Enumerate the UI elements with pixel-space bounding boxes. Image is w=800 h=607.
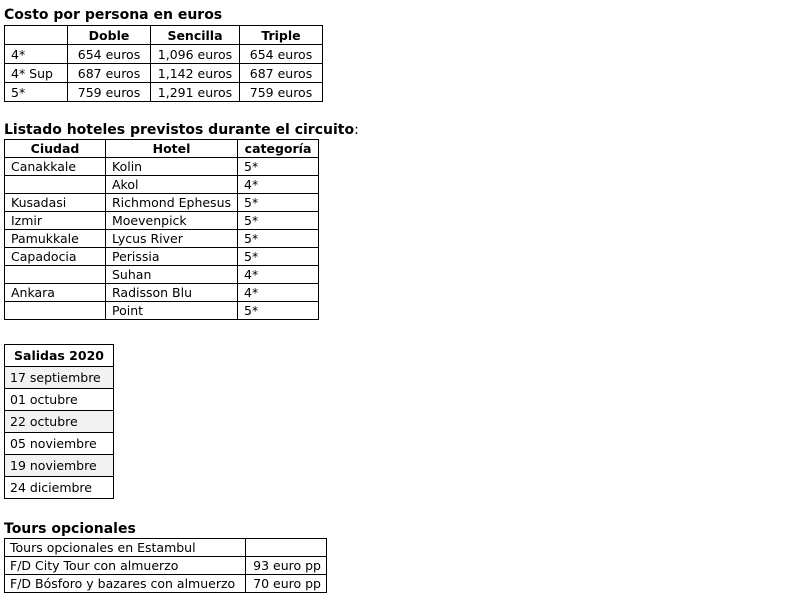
cost-category: 4* <box>5 45 68 64</box>
hotel-name: Lycus River <box>106 230 238 248</box>
departures-section <box>4 344 114 499</box>
cost-cell: 1,096 euros <box>151 45 240 64</box>
hotel-row <box>5 266 319 284</box>
departure-date: 24 diciembre <box>5 477 114 499</box>
tour-price <box>246 539 327 557</box>
cost-title: Costo por persona en euros <box>4 7 223 23</box>
cost-table <box>4 25 323 102</box>
departures-header: Salidas 2020 <box>5 345 114 367</box>
hotel-row <box>5 194 319 212</box>
hotel-city: Pamukkale <box>5 230 106 248</box>
hotel-city: Capadocia <box>5 248 106 266</box>
cost-category: 5* <box>5 83 68 102</box>
hotels-header-row <box>5 140 319 158</box>
departure-row <box>5 411 114 433</box>
hotel-name: Kolin <box>106 158 238 176</box>
hotels-header-cell: categoría <box>238 140 319 158</box>
departure-date: 19 noviembre <box>5 455 114 477</box>
hotel-city <box>5 176 106 194</box>
hotels-section <box>4 121 359 320</box>
cost-cell: 759 euros <box>240 83 323 102</box>
hotel-city <box>5 302 106 320</box>
departure-row <box>5 367 114 389</box>
hotel-row <box>5 230 319 248</box>
hotel-row <box>5 212 319 230</box>
hotel-city: Ankara <box>5 284 106 302</box>
tour-row <box>5 539 327 557</box>
departures-header-row <box>5 345 114 367</box>
hotel-city: Canakkale <box>5 158 106 176</box>
cost-cell: 1,142 euros <box>151 64 240 83</box>
hotel-category: 5* <box>238 302 319 320</box>
cost-section <box>4 6 323 102</box>
hotel-city <box>5 266 106 284</box>
departures-table <box>4 344 114 499</box>
tour-row <box>5 575 327 593</box>
hotel-row <box>5 248 319 266</box>
cost-cell: 1,291 euros <box>151 83 240 102</box>
hotel-name: Richmond Ephesus <box>106 194 238 212</box>
departure-date: 01 octubre <box>5 389 114 411</box>
cost-header-cell: Sencilla <box>151 26 240 45</box>
cost-header-cell <box>5 26 68 45</box>
hotels-header-cell: Ciudad <box>5 140 106 158</box>
hotel-city: Izmir <box>5 212 106 230</box>
hotel-category: 5* <box>238 212 319 230</box>
hotel-city: Kusadasi <box>5 194 106 212</box>
hotel-name: Perissia <box>106 248 238 266</box>
cost-header-row <box>5 26 323 45</box>
hotels-table <box>4 139 319 320</box>
hotel-name: Radisson Blu <box>106 284 238 302</box>
tour-name: F/D Bósforo y bazares con almuerzo <box>5 575 246 593</box>
cost-header-cell: Doble <box>68 26 151 45</box>
hotel-row <box>5 158 319 176</box>
hotel-name: Point <box>106 302 238 320</box>
tours-table <box>4 538 327 593</box>
hotels-title <box>4 121 359 139</box>
departure-row <box>5 389 114 411</box>
hotel-category: 4* <box>238 176 319 194</box>
hotel-row <box>5 302 319 320</box>
hotel-row <box>5 284 319 302</box>
departure-date: 17 septiembre <box>5 367 114 389</box>
hotels-header-cell: Hotel <box>106 140 238 158</box>
cost-row <box>5 45 323 64</box>
hotel-category: 5* <box>238 194 319 212</box>
hotels-title-suffix: : <box>354 122 359 138</box>
tour-price: 93 euro pp <box>246 557 327 575</box>
tours-section <box>4 520 327 593</box>
hotel-category: 5* <box>238 248 319 266</box>
hotels-title-text: Listado hoteles previstos durante el circuito <box>4 122 355 138</box>
cost-cell: 759 euros <box>68 83 151 102</box>
departure-row <box>5 477 114 499</box>
hotel-row <box>5 176 319 194</box>
tours-title: Tours opcionales <box>4 521 136 537</box>
cost-cell: 687 euros <box>68 64 151 83</box>
departure-date: 05 noviembre <box>5 433 114 455</box>
hotel-name: Suhan <box>106 266 238 284</box>
hotel-category: 4* <box>238 284 319 302</box>
hotel-name: Moevenpick <box>106 212 238 230</box>
hotel-category: 5* <box>238 230 319 248</box>
cost-category: 4* Sup <box>5 64 68 83</box>
tour-name: Tours opcionales en Estambul <box>5 539 246 557</box>
cost-row <box>5 83 323 102</box>
cost-header-cell: Triple <box>240 26 323 45</box>
cost-row <box>5 64 323 83</box>
hotel-category: 5* <box>238 158 319 176</box>
cost-cell: 654 euros <box>240 45 323 64</box>
tour-row <box>5 557 327 575</box>
departure-row <box>5 433 114 455</box>
hotel-category: 4* <box>238 266 319 284</box>
tour-name: F/D City Tour con almuerzo <box>5 557 246 575</box>
departure-row <box>5 455 114 477</box>
hotel-name: Akol <box>106 176 238 194</box>
cost-cell: 654 euros <box>68 45 151 64</box>
tour-price: 70 euro pp <box>246 575 327 593</box>
departure-date: 22 octubre <box>5 411 114 433</box>
cost-cell: 687 euros <box>240 64 323 83</box>
